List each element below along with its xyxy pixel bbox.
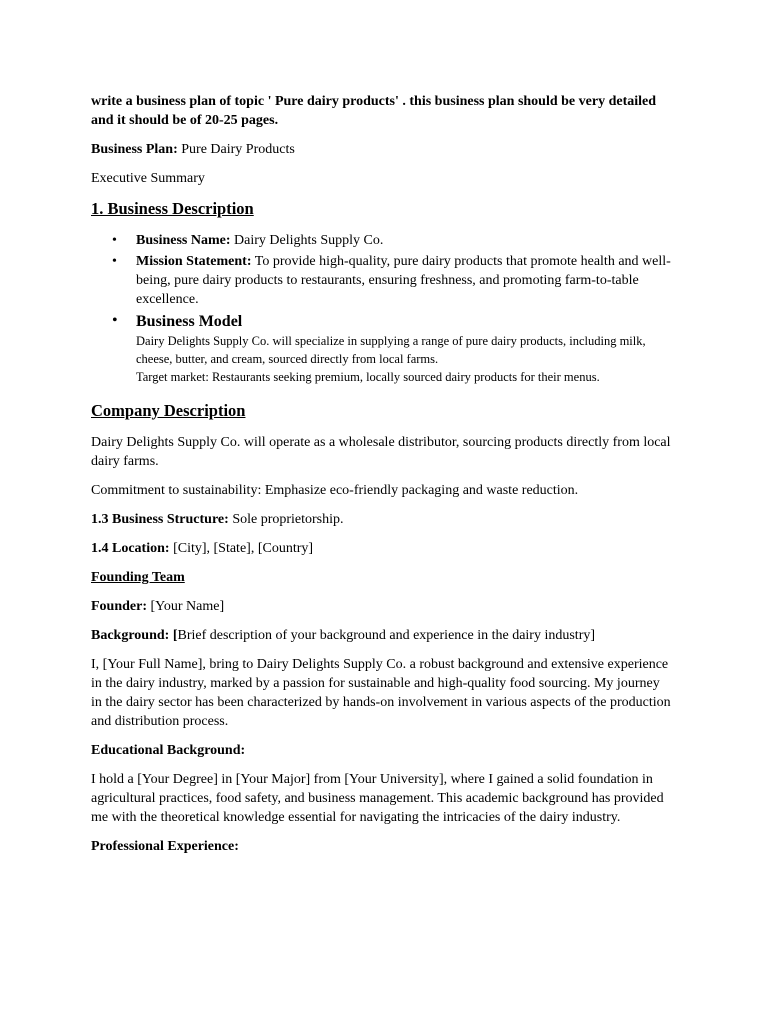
background-value: Brief description of your background and experience in the dairy industry] [177,628,596,643]
mission-statement-value: To provide high-quality, pure dairy products that promote health and well-being, pure dairy products to restaurants, ensuring freshness, and promoting farm-to-table excellence. [136,254,671,307]
bullet-icon: • [112,254,117,269]
location-label: 1.4 Location: [91,541,170,556]
business-structure [91,510,671,529]
business-name-label: Business Name: [136,233,231,248]
document-page [91,92,671,866]
company-paragraph: Dairy Delights Supply Co. will operate as a wholesale distributor, sourcing products directly from local dairy farms. [91,435,671,469]
plan-title-label: Business Plan: [91,142,178,157]
business-name-value: Dairy Delights Supply Co. [230,233,384,248]
section-heading-company-description: Company Description [91,401,246,420]
founder [91,597,671,616]
business-model-title: Business Model [136,313,243,330]
professional-experience-heading: Professional Experience: [91,839,239,854]
sustainability-paragraph: Commitment to sustainability: Emphasize eco-friendly packaging and waste reduction. [91,483,579,498]
business-model-text: Dairy Delights Supply Co. will specialize in supplying a range of pure dairy products, including milk, cheese, butter, and cream, sourced directly from local farms. [136,334,646,366]
bullet-icon: • [112,233,117,248]
founder-value: [Your Name] [147,599,225,614]
prompt-text: write a business plan of topic ' Pure dairy products' . this business plan should be very detailed and it should be of 20-25 pages. [91,94,657,128]
plan-title-value: Pure Dairy Products [177,142,295,157]
business-description-list [91,231,671,386]
educational-background-paragraph: I hold a [Your Degree] in [Your Major] from [Your University], where I gained a solid foundation in agricultural practices, food safety, and business management. This academic background has provided me with the theoretical knowledge essential for navigating the intricacies of the dairy industry. [91,772,664,825]
target-market-text: Target market: Restaurants seeking premium, locally sourced dairy products for their menus. [136,370,600,384]
founder-label: Founder: [91,599,147,614]
educational-background-heading: Educational Background: [91,743,246,758]
business-structure-label: 1.3 Business Structure: [91,512,229,527]
founder-intro-paragraph: I, [Your Full Name], bring to Dairy Delights Supply Co. a robust background and extensive experience in the dairy industry, marked by a passion for sustainable and high-quality food sourcing. My journey in the dairy sector has been characterized by hands-on involvement in various aspects of the production and distribution process. [91,657,671,729]
background-label: Background: [ [91,628,178,643]
list-item [91,252,671,309]
executive-summary: Executive Summary [91,171,205,186]
business-structure-value: Sole proprietorship. [228,512,344,527]
plan-title [91,140,671,159]
background [91,626,671,645]
bullet-icon: • [112,312,118,329]
mission-statement-label: Mission Statement: [136,254,252,269]
list-item [91,312,671,386]
list-item [91,231,671,250]
location [91,539,671,558]
section-heading-business-description: 1. Business Description [91,199,254,218]
founding-team-heading: Founding Team [91,570,185,585]
location-value: [City], [State], [Country] [169,541,314,556]
